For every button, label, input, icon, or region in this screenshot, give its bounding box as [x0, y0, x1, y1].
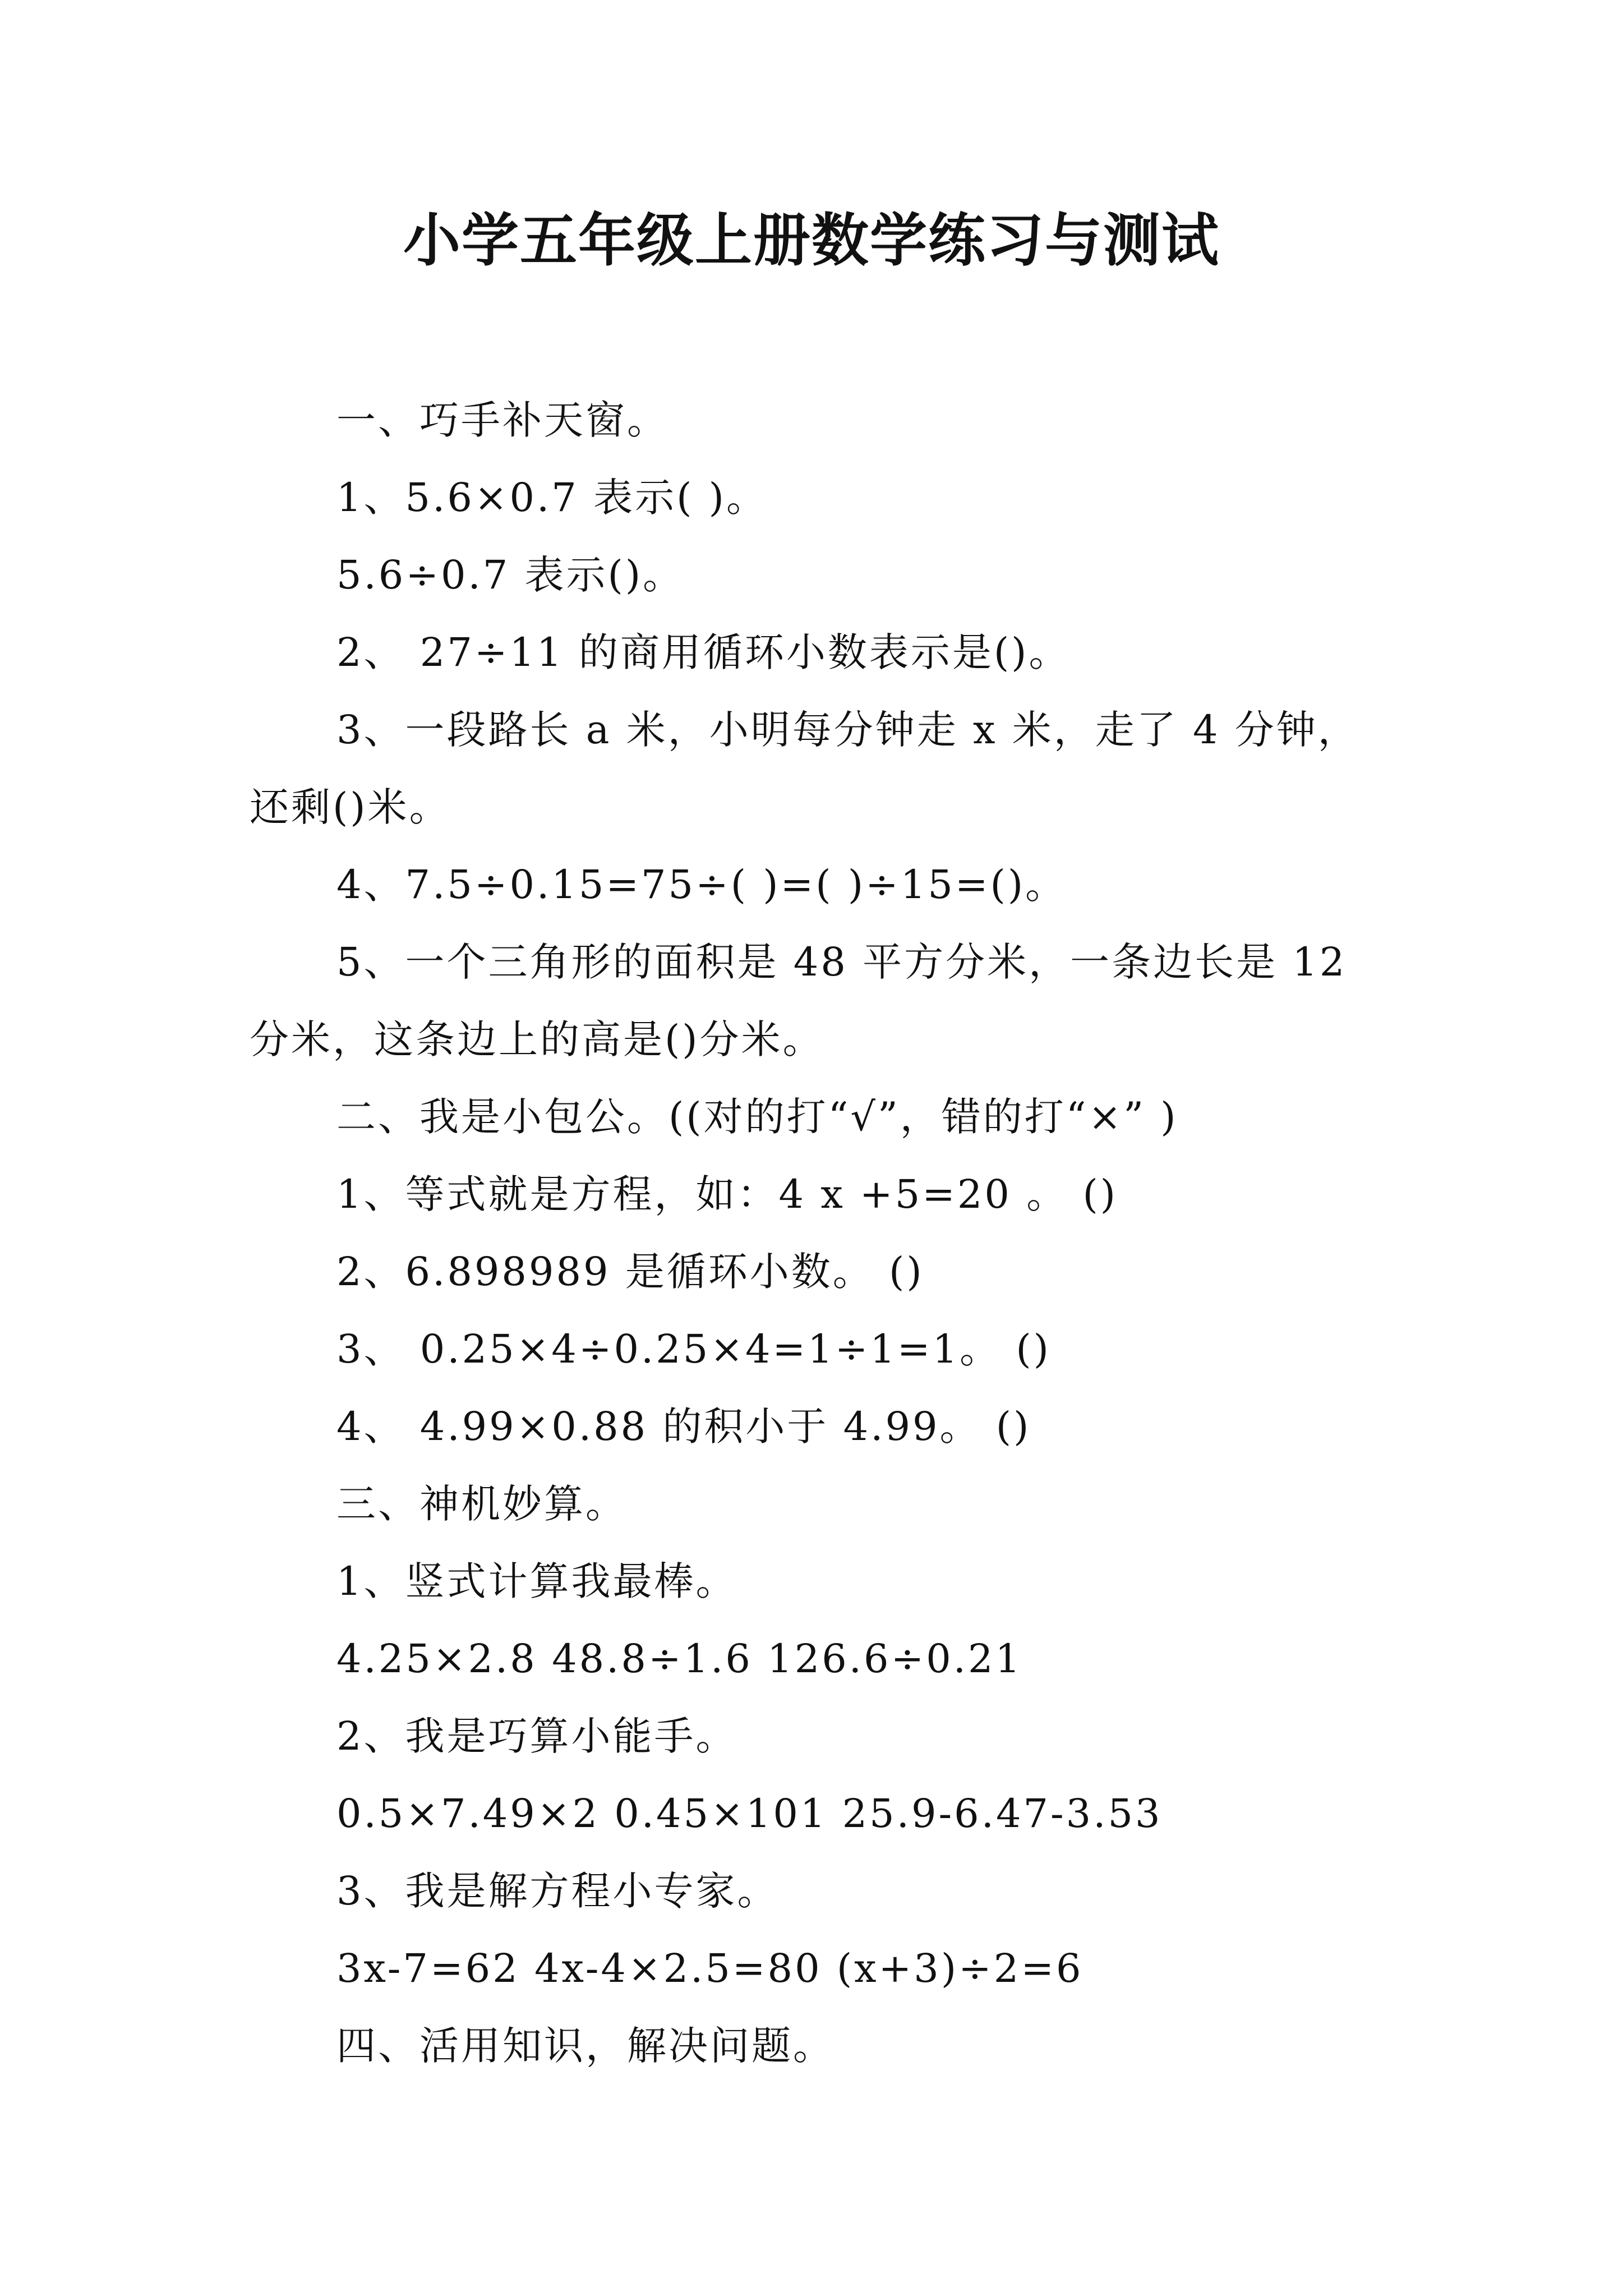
question-line: 2、6.898989 是循环小数。 () — [336, 1249, 924, 1295]
question-line: 1、等式就是方程，如：4 x +5=20 。 () — [336, 1171, 1118, 1217]
question-line: 4、7.5÷0.15=75÷( )=( )÷15=()。 — [336, 862, 1067, 908]
question-continuation: 还剩()米。 — [250, 784, 451, 830]
question-line: 4、 4.99×0.88 的积小于 4.99。 () — [336, 1404, 1031, 1450]
section-heading-1: 一、巧手补天窗。 — [336, 397, 668, 443]
question-line: 3、 0.25×4÷0.25×4=1÷1=1。 () — [336, 1326, 1051, 1372]
document-body — [250, 381, 1382, 2085]
section-heading-4: 四、活用知识，解决问题。 — [336, 2023, 834, 2069]
section-heading-3: 三、神机妙算。 — [336, 1481, 627, 1527]
question-line: 1、竖式计算我最棒。 — [336, 1558, 737, 1604]
question-continuation: 分米，这条边上的高是()分米。 — [250, 1016, 824, 1062]
section-heading-2: 二、我是小包公。((对的打“√”，错的打“×” ) — [336, 1094, 1178, 1140]
question-line: 5.6÷0.7 表示()。 — [336, 552, 685, 598]
question-line: 3、我是解方程小专家。 — [336, 1868, 779, 1914]
question-line: 2、 27÷11 的商用循环小数表示是()。 — [336, 629, 1071, 675]
question-line: 1、5.6×0.7 表示( )。 — [336, 475, 768, 521]
question-line: 0.5×7.49×2 0.45×101 25.9-6.47-3.53 — [336, 1791, 1163, 1837]
question-line: 3x-7=62 4x-4×2.5=80 (x+3)÷2=6 — [336, 1945, 1083, 1991]
question-line: 5、一个三角形的面积是 48 平方分米，一条边长是 12 — [336, 939, 1347, 985]
question-line: 3、一段路长 a 米，小明每分钟走 x 米，走了 4 分钟， — [336, 707, 1359, 753]
document-title: 小学五年级上册数学练习与测试 — [403, 208, 1220, 274]
question-line: 4.25×2.8 48.8÷1.6 126.6÷0.21 — [336, 1636, 1023, 1682]
question-line: 2、我是巧算小能手。 — [336, 1713, 737, 1759]
